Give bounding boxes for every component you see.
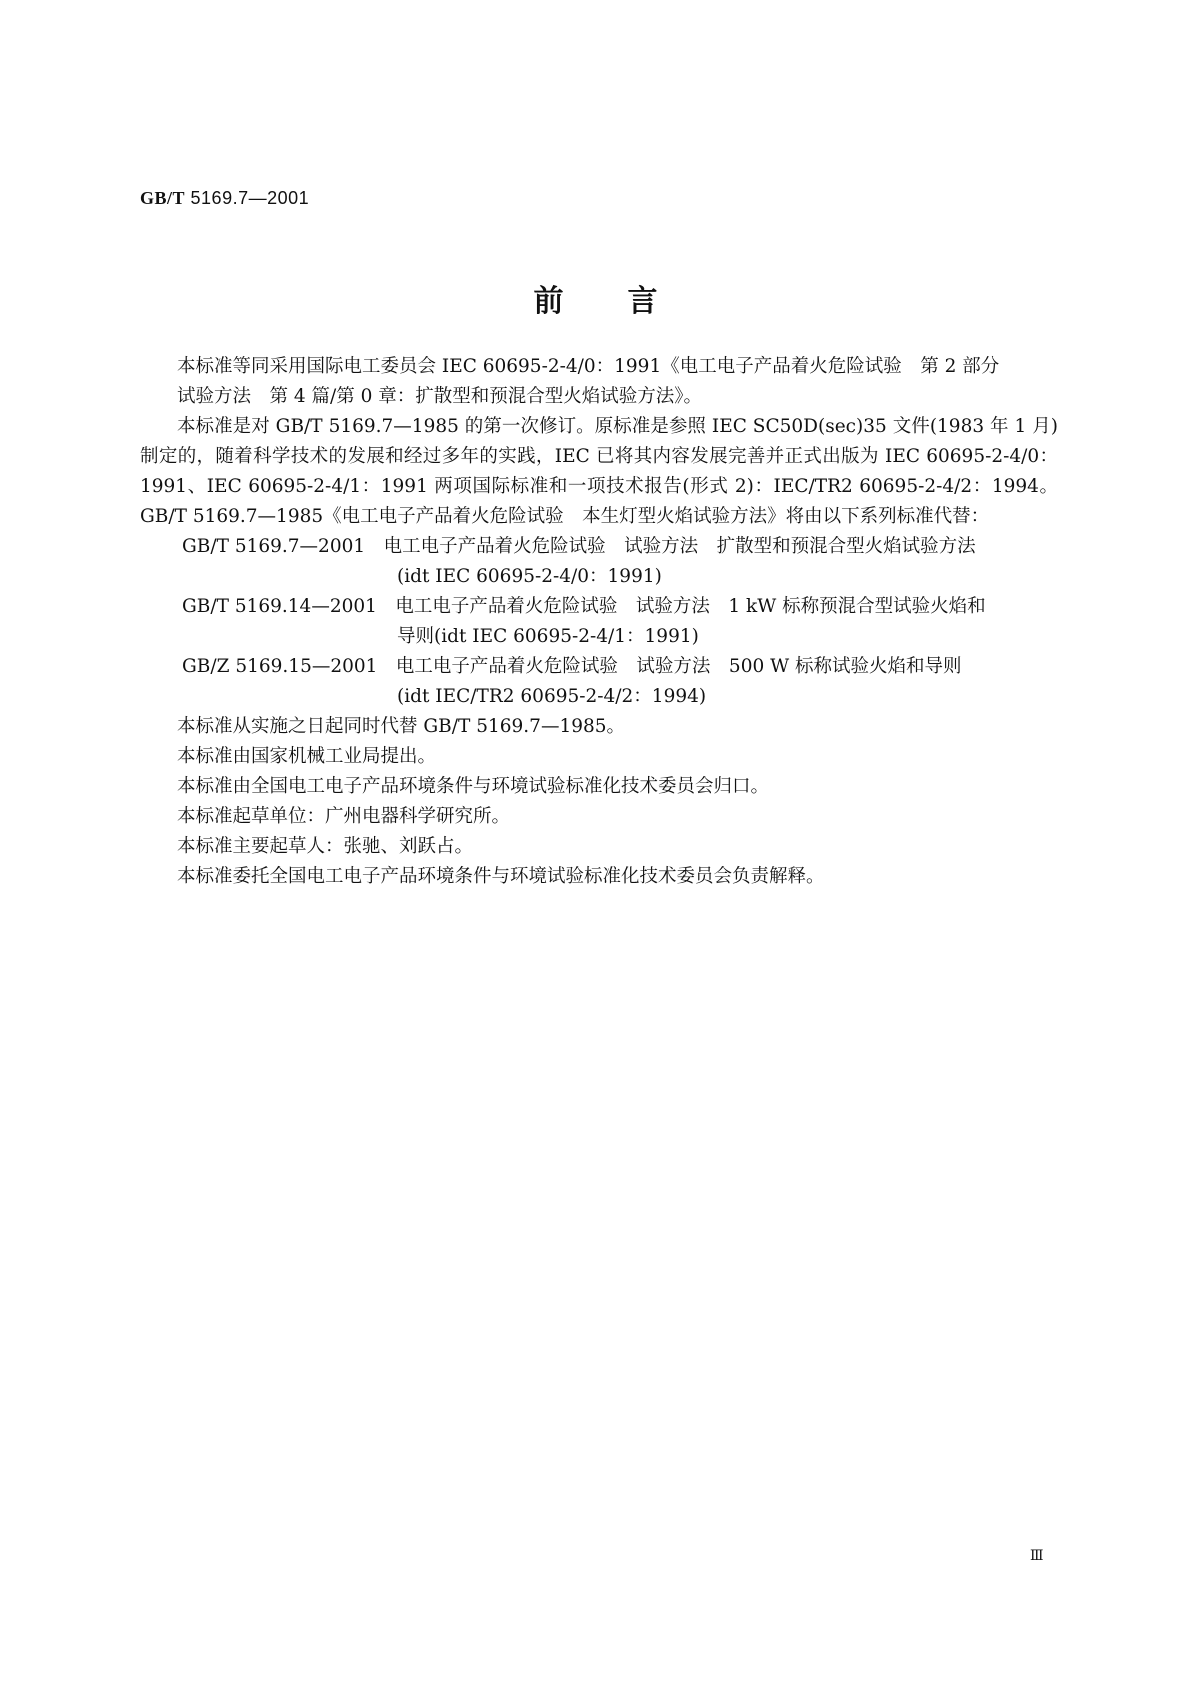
paragraph-revision: 本标准是对 GB/T 5169.7—1985 的第一次修订。原标准是参照 IEC SC50D(sec)35 文件(1983 年 1 月)制定的，随着科学技术的发展和经过多年的实践，IEC 已将其内容发展完善并正式出版为 IEC 60695-2-4/0：1991、IEC 60695-2-4/1：1991 两项国际标准和一项技术报告(形式 2)：IEC/TR2 60695-2-4/2：1994。GB/T 5169.7—1985《电工电子产品着火危险试验 本生灯型火焰试验方法》将由以下系列标准代替： bbox=[140, 416, 1058, 527]
foreword-body bbox=[140, 352, 1058, 892]
standard-line-cont: (idt IEC/TR2 60695-2-4/2：1994) bbox=[397, 686, 707, 707]
paragraph-interpretation: 本标准委托全国电工电子产品环境条件与环境试验标准化技术委员会负责解释。 bbox=[177, 866, 825, 887]
paragraph-adoption bbox=[140, 352, 1058, 382]
standard-line-cont: 导则(idt IEC 60695-2-4/1：1991) bbox=[397, 626, 699, 647]
paragraph-adoption-line2: 试验方法 第 4 篇/第 0 章：扩散型和预混合型火焰试验方法》。 bbox=[177, 386, 703, 407]
paragraph-drafters: 本标准主要起草人：张驰、刘跃占。 bbox=[177, 836, 474, 857]
paragraph-centralized-by: 本标准由全国电工电子产品环境条件与环境试验标准化技术委员会归口。 bbox=[177, 776, 770, 797]
page-title: 前言 bbox=[533, 284, 722, 319]
list-item bbox=[140, 592, 1058, 652]
paragraph-replaces: 本标准从实施之日起同时代替 GB/T 5169.7—1985。 bbox=[177, 716, 626, 737]
list-item bbox=[140, 652, 1058, 712]
standards-list bbox=[140, 532, 1058, 712]
page-number: Ⅲ bbox=[1030, 1548, 1044, 1564]
paragraph-adoption-line1: 本标准等同采用国际电工委员会 IEC 60695-2-4/0：1991《电工电子产品着火危险试验 第 2 部分 bbox=[177, 356, 1000, 377]
standard-line: GB/T 5169.7—2001 电工电子产品着火危险试验 试验方法 扩散型和预混合型火焰试验方法 bbox=[182, 536, 976, 557]
paragraph-adoption-cont bbox=[140, 382, 1058, 412]
standard-line: GB/T 5169.14—2001 电工电子产品着火危险试验 试验方法 1 kW 标称预混合型试验火焰和 bbox=[182, 596, 986, 617]
paragraph-drafting-unit: 本标准起草单位：广州电器科学研究所。 bbox=[177, 806, 511, 827]
standard-code-number: 5169.7—2001 bbox=[190, 188, 310, 208]
paragraph-proposed-by: 本标准由国家机械工业局提出。 bbox=[177, 746, 437, 767]
standard-code-prefix: GB/T bbox=[140, 188, 186, 208]
standard-line-cont: (idt IEC 60695-2-4/0：1991) bbox=[397, 566, 662, 587]
standard-code bbox=[140, 188, 309, 209]
list-item bbox=[140, 532, 1058, 592]
standard-line: GB/Z 5169.15—2001 电工电子产品着火危险试验 试验方法 500 W 标称试验火焰和导则 bbox=[182, 656, 962, 677]
